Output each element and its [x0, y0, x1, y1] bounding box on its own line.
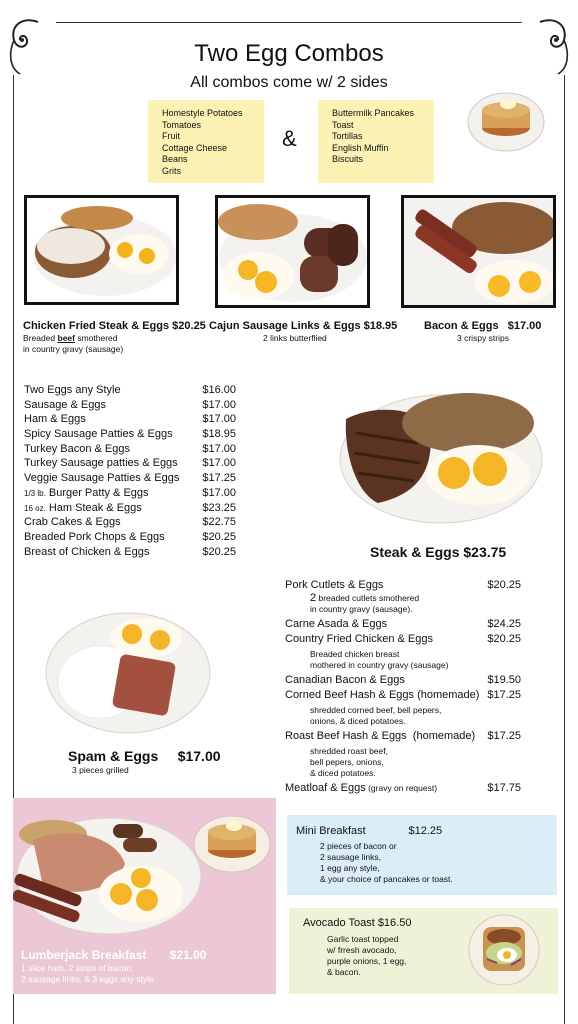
mini-breakfast-desc: 2 pieces of bacon or 2 sausage links, 1 egg any style, & your choice of pancakes or toast.: [320, 841, 453, 884]
page-subtitle: All combos come w/ 2 sides: [190, 74, 388, 91]
chicken-fried-steak-desc: Breaded beef smothered in country gravy (sausage): [23, 333, 124, 354]
mini-breakfast-title: Mini Breakfast $12.25: [296, 825, 443, 837]
list-item: Veggie Sausage Patties & Eggs $17.25: [24, 472, 236, 485]
right-border-line: [564, 75, 565, 1024]
lumberjack-pancakes-photo: [192, 810, 272, 874]
cajun-sausage-desc: 2 links butterflied: [263, 333, 327, 343]
chicken-fried-steak-title: Chicken Fried Steak & Eggs $20.25: [23, 320, 206, 332]
list-item: Breast of Chicken & Eggs $20.25: [24, 545, 236, 558]
list-item: Corned Beef Hash & Eggs (homemade) $17.25: [285, 689, 521, 701]
lumberjack-photo: [13, 814, 203, 938]
side-item: Grits: [162, 165, 181, 176]
chicken-fried-steak-photo: [24, 195, 179, 305]
lumberjack-desc: 1 slice ham, 2 strips of bacon, 2 sausage links, & 3 eggs any style.: [21, 963, 157, 984]
bacon-eggs-desc: 3 crispy strips: [457, 333, 509, 343]
sides-box-left: [148, 100, 264, 183]
combo-price-list: [24, 383, 236, 559]
sides-connector: &: [282, 126, 297, 151]
list-item: Spicy Sausage Patties & Eggs $18.95: [24, 428, 236, 441]
item-description: shredded corned beef, bell pepers, onions, & diced potatoes.: [310, 705, 442, 726]
side-item: Tomatoes: [162, 119, 202, 130]
specialty-price-list: [285, 578, 521, 796]
spam-eggs-title: Spam & Eggs $17.00: [68, 748, 221, 764]
top-border-line: [56, 22, 522, 23]
spam-eggs-photo: [44, 610, 212, 736]
side-item: Homestyle Potatoes: [162, 108, 243, 118]
list-item: Breaded Pork Chops & Eggs $20.25: [24, 530, 236, 543]
bacon-eggs-photo: [401, 195, 556, 308]
bacon-eggs-title: Bacon & Eggs $17.00: [424, 320, 542, 332]
sides-box-right: [318, 100, 434, 183]
list-item: 16 oz. Ham Steak & Eggs $23.25: [24, 501, 236, 514]
list-item: Pork Cutlets & Eggs $20.25: [285, 579, 521, 591]
side-item: Beans: [162, 154, 188, 164]
list-item: Turkey Sausage patties & Eggs $17.00: [24, 457, 236, 470]
list-item: Two Eggs any Style $16.00: [24, 384, 236, 396]
list-item: Sausage & Eggs $17.00: [24, 398, 236, 411]
pancakes-photo: [466, 88, 546, 154]
item-description: Breaded chicken breast mothered in country gravy (sausage): [310, 649, 449, 670]
side-item: English Muffin: [332, 142, 389, 153]
lumberjack-title: Lumberjack Breakfast $21.00: [21, 948, 207, 962]
avocado-toast-photo: [467, 913, 541, 987]
cajun-sausage-photo: [215, 195, 370, 308]
spam-eggs-desc: 3 pieces grilled: [72, 765, 129, 775]
item-description: 2 breaded cutlets smothered in country gravy (sausage).: [310, 592, 420, 614]
list-item: 1/3 lb. Burger Patty & Eggs $17.00: [24, 486, 236, 499]
list-item: Carne Asada & Eggs $24.25: [285, 618, 521, 630]
emphasis-beef: beef: [57, 333, 75, 343]
list-item: Country Fried Chicken & Eggs $20.25: [285, 633, 521, 645]
side-item: Fruit: [162, 131, 180, 141]
steak-eggs-title: Steak & Eggs $23.75: [370, 544, 507, 560]
steak-eggs-photo: [338, 383, 544, 528]
side-item: Biscuits: [332, 154, 364, 164]
list-item: Ham & Eggs $17.00: [24, 413, 236, 426]
list-item: Crab Cakes & Eggs $22.75: [24, 516, 236, 529]
avocado-toast-title: Avocado Toast $16.50: [303, 917, 412, 929]
side-item: Tortillas: [332, 131, 363, 141]
side-item: Cottage Cheese: [162, 142, 228, 153]
avocado-toast-desc: Garlic toast topped w/ frresh avocado, purple onions, 1 egg, & bacon.: [327, 934, 407, 977]
list-item: Turkey Bacon & Eggs $17.00: [24, 442, 236, 455]
cajun-sausage-title: Cajun Sausage Links & Eggs $18.95: [209, 320, 398, 332]
list-item: Canadian Bacon & Eggs $19.50: [285, 674, 521, 686]
side-item: Toast: [332, 119, 354, 130]
list-item: Roast Beef Hash & Eggs (homemade) $17.25: [285, 730, 521, 742]
item-description: shredded roast beef, bell pepers, onions, & diced potatoes.: [310, 746, 388, 778]
side-item: Buttermilk Pancakes: [332, 108, 415, 118]
list-item: Meatloaf & Eggs (gravy on request) $17.75: [285, 782, 521, 794]
page-title: Two Egg Combos: [194, 40, 384, 67]
